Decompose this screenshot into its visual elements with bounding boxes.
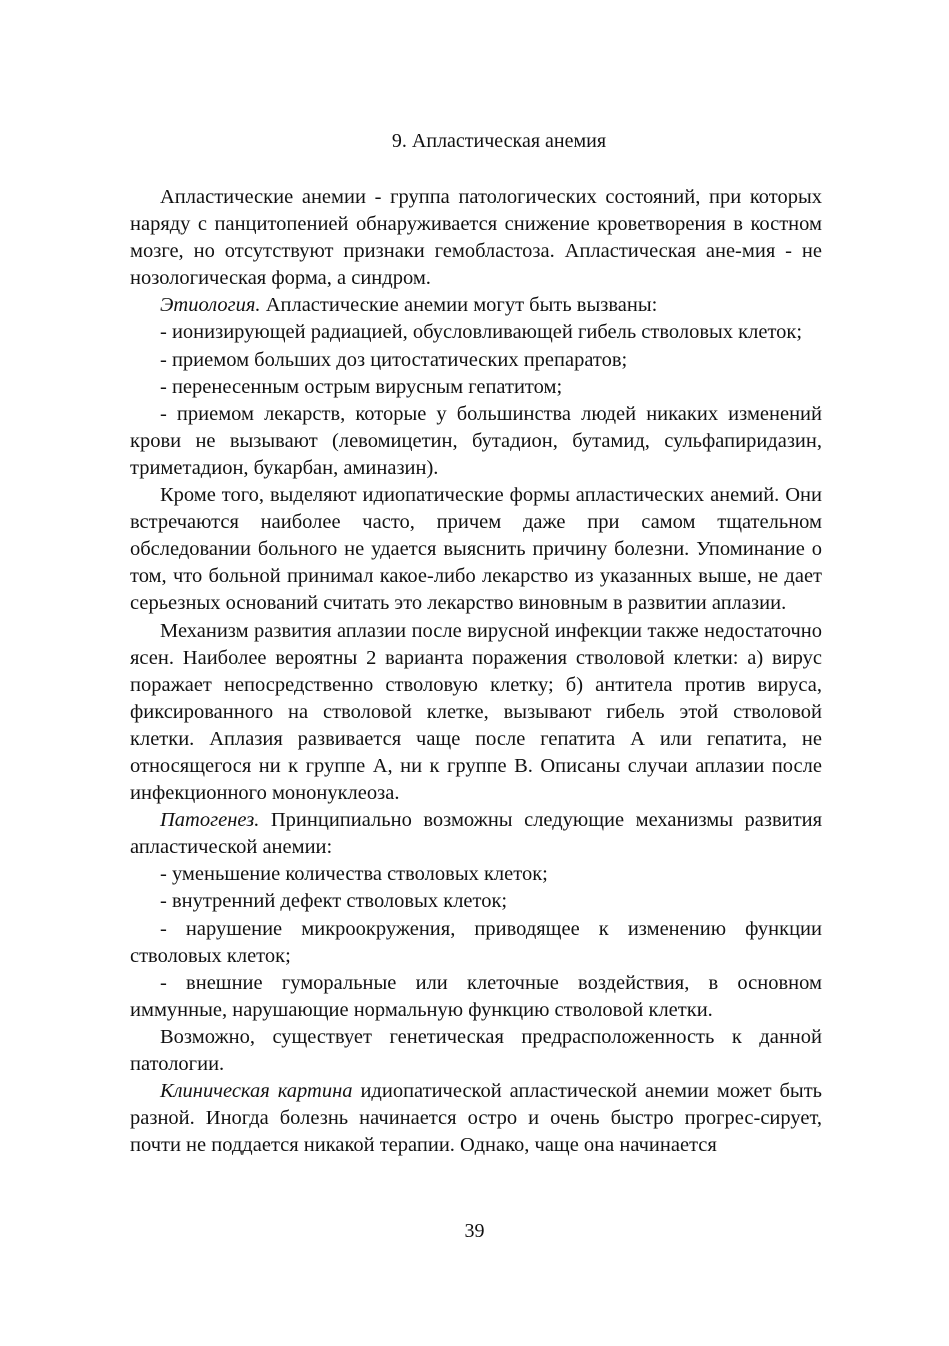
list-item: [130, 347, 822, 374]
paragraph-lead: Патогенез.: [160, 809, 260, 832]
list-item: [130, 374, 822, 401]
list-item: [130, 970, 822, 1024]
paragraph: [130, 292, 822, 319]
paragraph-text: Апластические анемии могут быть вызваны:: [260, 294, 658, 317]
paragraph-text: Кроме того, выделяют идиопатические формы апластических анемий. Они встречаются наиболее часто, причем даже при самом тщательном обследовании больного не удается выяснить причину болезни. Упоминание о том, что больной принимал какое-либо лекарство из указанных выше, не дает серьезных оснований считать это лекарство виновным в развитии аплазии.: [130, 484, 822, 615]
paragraph: [130, 807, 822, 861]
paragraph-text: идиопатической апластической анемии может быть разной. Иногда болезнь начинается остро и очень быстро прогрес-сирует, почти не поддается никакой терапии. Однако, чаще она начинается: [130, 1080, 822, 1157]
list-item: [130, 888, 822, 915]
paragraph: [130, 1024, 822, 1078]
paragraph: [130, 184, 822, 292]
paragraph-text: - приемом больших доз цитостатических препаратов;: [160, 348, 628, 371]
paragraph-text: - внутренний дефект стволовых клеток;: [160, 890, 508, 913]
list-item: [130, 401, 822, 482]
paragraph: [130, 1078, 822, 1159]
paragraph: [130, 618, 822, 808]
paragraph-text: Апластические анемии - группа патологических состояний, при которых наряду с панцитопенией обнаруживается снижение кроветворения в костном мозге, но отсутствуют признаки гемобластоза. Апластическая ане-мия - не нозологическая форма, а синдром.: [130, 186, 822, 290]
paragraph-text: Механизм развития аплазии после вирусной инфекции также недостаточно ясен. Наиболее вероятны 2 варианта поражения стволовой клетки: а) вирус поражает непосредственно стволовую клетку; б) антитела против вируса, фиксированного на стволовой клетке, вызывают гибель этой стволовой клетки. Аплазия развивается чаще после гепатита А или гепатита, не относящегося ни к группе А, ни к группе В. Описаны случаи аплазии после инфекционного мононуклеоза.: [130, 619, 822, 805]
page-body: [130, 128, 822, 1159]
list-item: [130, 861, 822, 888]
paragraph-text: - ионизирующей радиацией, обусловливающей гибель стволовых клеток;: [160, 321, 803, 344]
paragraph-text: Принципиально возможны следующие механизмы развития апластической анемии:: [130, 809, 822, 859]
list-item: [130, 319, 822, 346]
paragraph-text: Возможно, существует генетическая предрасположенность к данной патологии.: [130, 1025, 822, 1075]
paragraph: [130, 482, 822, 617]
paragraph-text: - приемом лекарств, которые у большинства людей никаких изменений крови не вызывают (левомицетин, бутадион, бутамид, сульфапиридазин, триметадион, букарбан, аминазин).: [130, 402, 822, 479]
paragraph-text: - нарушение микроокружения, приводящее к изменению функции стволовых клеток;: [130, 917, 822, 967]
paragraph-lead: Этиология.: [160, 294, 261, 317]
paragraph-text: - перенесенным острым вирусным гепатитом;: [160, 375, 563, 398]
section-title: 9. Апластическая анемия: [391, 130, 607, 152]
paragraph-lead: Клиническая картина: [160, 1080, 353, 1103]
paragraph-text: - уменьшение количества стволовых клеток;: [160, 863, 548, 886]
list-item: [130, 916, 822, 970]
paragraph-text: - внешние гуморальные или клеточные воздействия, в основном иммунные, нарушающие нормальную функцию стволовой клетки.: [130, 971, 822, 1021]
page-number: 39: [464, 1220, 485, 1242]
